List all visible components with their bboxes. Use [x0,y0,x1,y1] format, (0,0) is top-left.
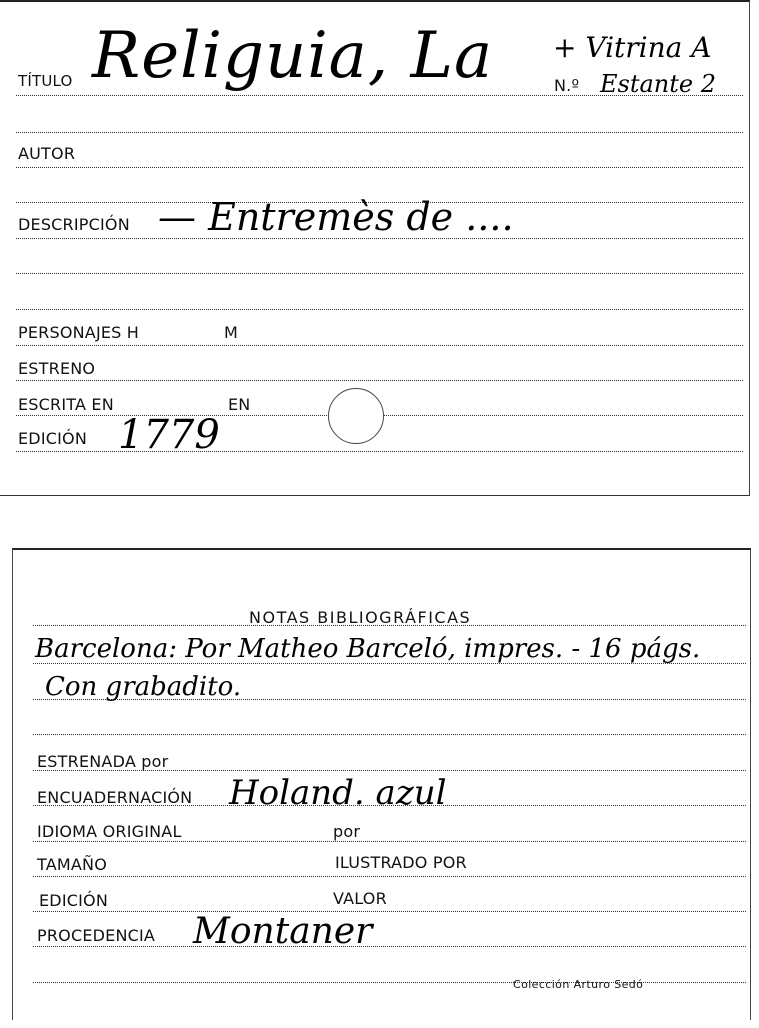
idioma-por-label: por [333,822,361,841]
rule-line [33,945,746,947]
titulo-label: TÍTULO [18,72,73,90]
vitrina-note: + Vitrina A [553,31,712,64]
procedencia-label: PROCEDENCIA [37,926,156,945]
estante-value: Estante 2 [600,70,716,98]
punch-hole-icon [328,388,384,444]
collection-credit: Colección Arturo Sedó [513,978,644,991]
rule-line [16,272,743,274]
catalog-card-back [12,548,751,1020]
rule-line [33,733,746,735]
rule-line [33,624,746,626]
notas-line-1: Barcelona: Por Matheo Barceló, impres. - 16 págs. [35,634,701,664]
catalog-card-front [0,0,750,496]
encuadernacion-label: ENCUADERNACIÓN [37,788,193,807]
procedencia-value: Montaner [193,911,373,952]
idioma-label: IDIOMA ORIGINAL [37,822,182,841]
rule-line [16,344,743,346]
escrita-label: ESCRITA EN [18,395,114,414]
titulo-value: Religuia, La [92,19,494,93]
rule-line [16,308,743,310]
personajes-m-label: M [224,323,239,342]
rule-line [33,875,746,877]
rule-line [16,131,743,133]
descripcion-label: DESCRIPCIÓN [18,215,130,234]
rule-line [16,379,743,381]
estreno-label: ESTRENO [18,359,96,378]
tamano-label: TAMAÑO [37,855,107,874]
rule-line [16,166,743,168]
autor-label: AUTOR [18,144,76,163]
notas-heading: NOTAS BIBLIOGRÁFICAS [249,608,472,627]
edicion-value: 1779 [118,412,220,458]
descripcion-value: — Entremès de .... [158,195,514,239]
personajes-label: PERSONAJES H [18,323,140,342]
rule-line [33,910,746,912]
edicion-label: EDICIÓN [18,429,88,448]
notas-line-2: Con grabadito. [45,672,242,702]
estrenada-label: ESTRENADA por [37,752,169,771]
escrita-en-label: EN [228,395,251,414]
edicion-back-label: EDICIÓN [39,891,109,910]
encuadernacion-value: Holand. azul [229,773,447,813]
estante-label: N.º [554,76,580,95]
valor-label: VALOR [333,889,387,908]
ilustrado-label: ILUSTRADO POR [335,853,467,872]
